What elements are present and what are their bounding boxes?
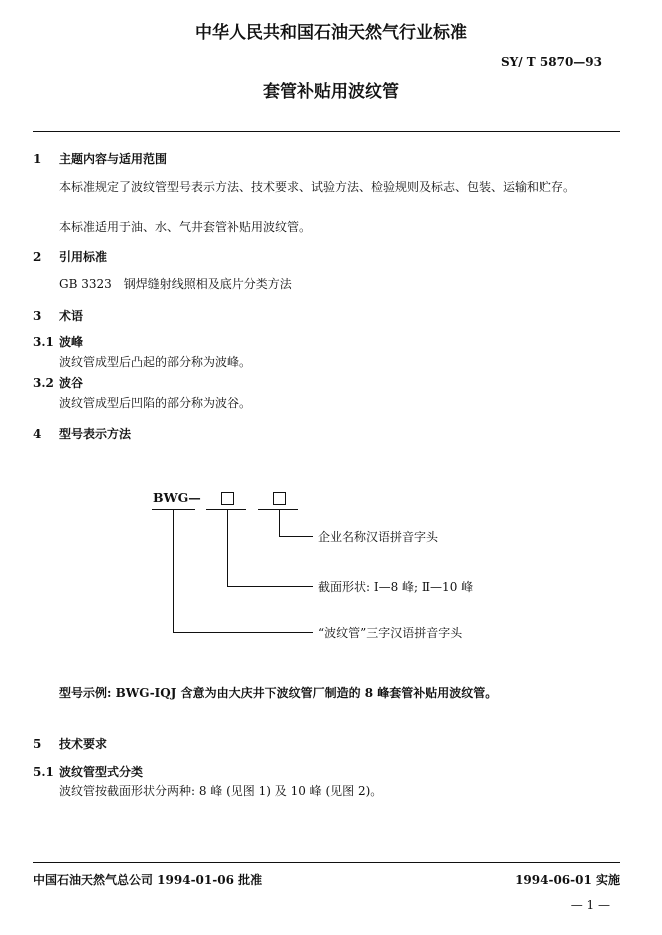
term-number: 3.2: [33, 376, 54, 390]
section-5-heading: [33, 735, 107, 752]
subsection-number: 5.1: [33, 765, 54, 779]
section-2-heading: [33, 248, 107, 265]
term-3-1-definition: 波纹管成型后凸起的部分称为波峰。: [59, 355, 252, 369]
section-number: 4: [33, 427, 42, 441]
section-4-heading: [33, 425, 131, 442]
section-shape-underline: [206, 509, 246, 510]
term-title: 波峰: [59, 335, 84, 349]
standard-code: SY/ T 5870—93: [501, 55, 602, 69]
term-3-2-definition: 波纹管成型后凹陷的部分称为波谷。: [59, 396, 252, 410]
name-leader-vertical: [173, 510, 174, 632]
reference-title: 钢焊缝射线照相及底片分类方法: [123, 277, 292, 291]
section-title: 技术要求: [59, 737, 108, 751]
implementation-date: 1994-06-01 实施: [515, 873, 620, 887]
name-leader-horizontal: [173, 632, 313, 633]
section-leader-horizontal: [227, 586, 313, 587]
section-title: 主题内容与适用范围: [59, 152, 168, 166]
section-1-paragraph-2: 本标准适用于油、水、气井套管补贴用波纹管。: [59, 220, 312, 234]
section-number: 1: [33, 152, 42, 166]
term-3-1-heading: [33, 333, 83, 350]
subsection-title: 波纹管型式分类: [59, 765, 144, 779]
section-1-heading: [33, 150, 167, 167]
section-title: 引用标准: [59, 250, 108, 264]
section-shape-box: [221, 492, 234, 505]
document-title: 套管补贴用波纹管: [263, 82, 399, 102]
section-number: 5: [33, 737, 42, 751]
header-rule: [33, 131, 620, 132]
enterprise-code-box: [273, 492, 286, 505]
term-title: 波谷: [59, 376, 84, 390]
term-3-2-heading: [33, 374, 83, 391]
reference-standard: [59, 275, 292, 292]
section-1-paragraph-1: 本标准规定了波纹管型号表示方法、技术要求、试验方法、检验规则及标志、包装、运输和贮存。: [59, 180, 576, 194]
enterprise-code-label: 企业名称汉语拼音字头: [318, 530, 439, 544]
footer-rule: [33, 862, 620, 863]
subsection-5-1-text: 波纹管按截面形状分两种: 8 峰 (见图 1) 及 10 峰 (见图 2)。: [59, 784, 383, 798]
section-number: 2: [33, 250, 42, 264]
section-shape-label: 截面形状: Ⅰ—8 峰; Ⅱ—10 峰: [318, 580, 474, 594]
enterprise-leader-vertical: [279, 510, 280, 536]
section-leader-vertical: [227, 510, 228, 586]
enterprise-leader-horizontal: [279, 536, 313, 537]
model-example: 型号示例: BWG-IQJ 含意为由大庆井下波纹管厂制造的 8 峰套管补贴用波纹管。: [59, 686, 498, 700]
issuing-authority: 中华人民共和国石油天然气行业标准: [195, 23, 467, 43]
subsection-5-1-heading: [33, 763, 143, 780]
model-prefix: BWG—: [153, 490, 201, 505]
name-code-label: “波纹管”三字汉语拼音字头: [318, 626, 463, 640]
section-title: 术语: [59, 309, 84, 323]
enterprise-code-underline: [258, 509, 298, 510]
term-number: 3.1: [33, 335, 54, 349]
section-title: 型号表示方法: [59, 427, 132, 441]
reference-code: GB 3323: [59, 277, 112, 291]
page-number: — 1 —: [570, 898, 610, 912]
section-3-heading: [33, 307, 83, 324]
section-number: 3: [33, 309, 42, 323]
approval-note: 中国石油天然气总公司 1994-01-06 批准: [33, 873, 263, 887]
